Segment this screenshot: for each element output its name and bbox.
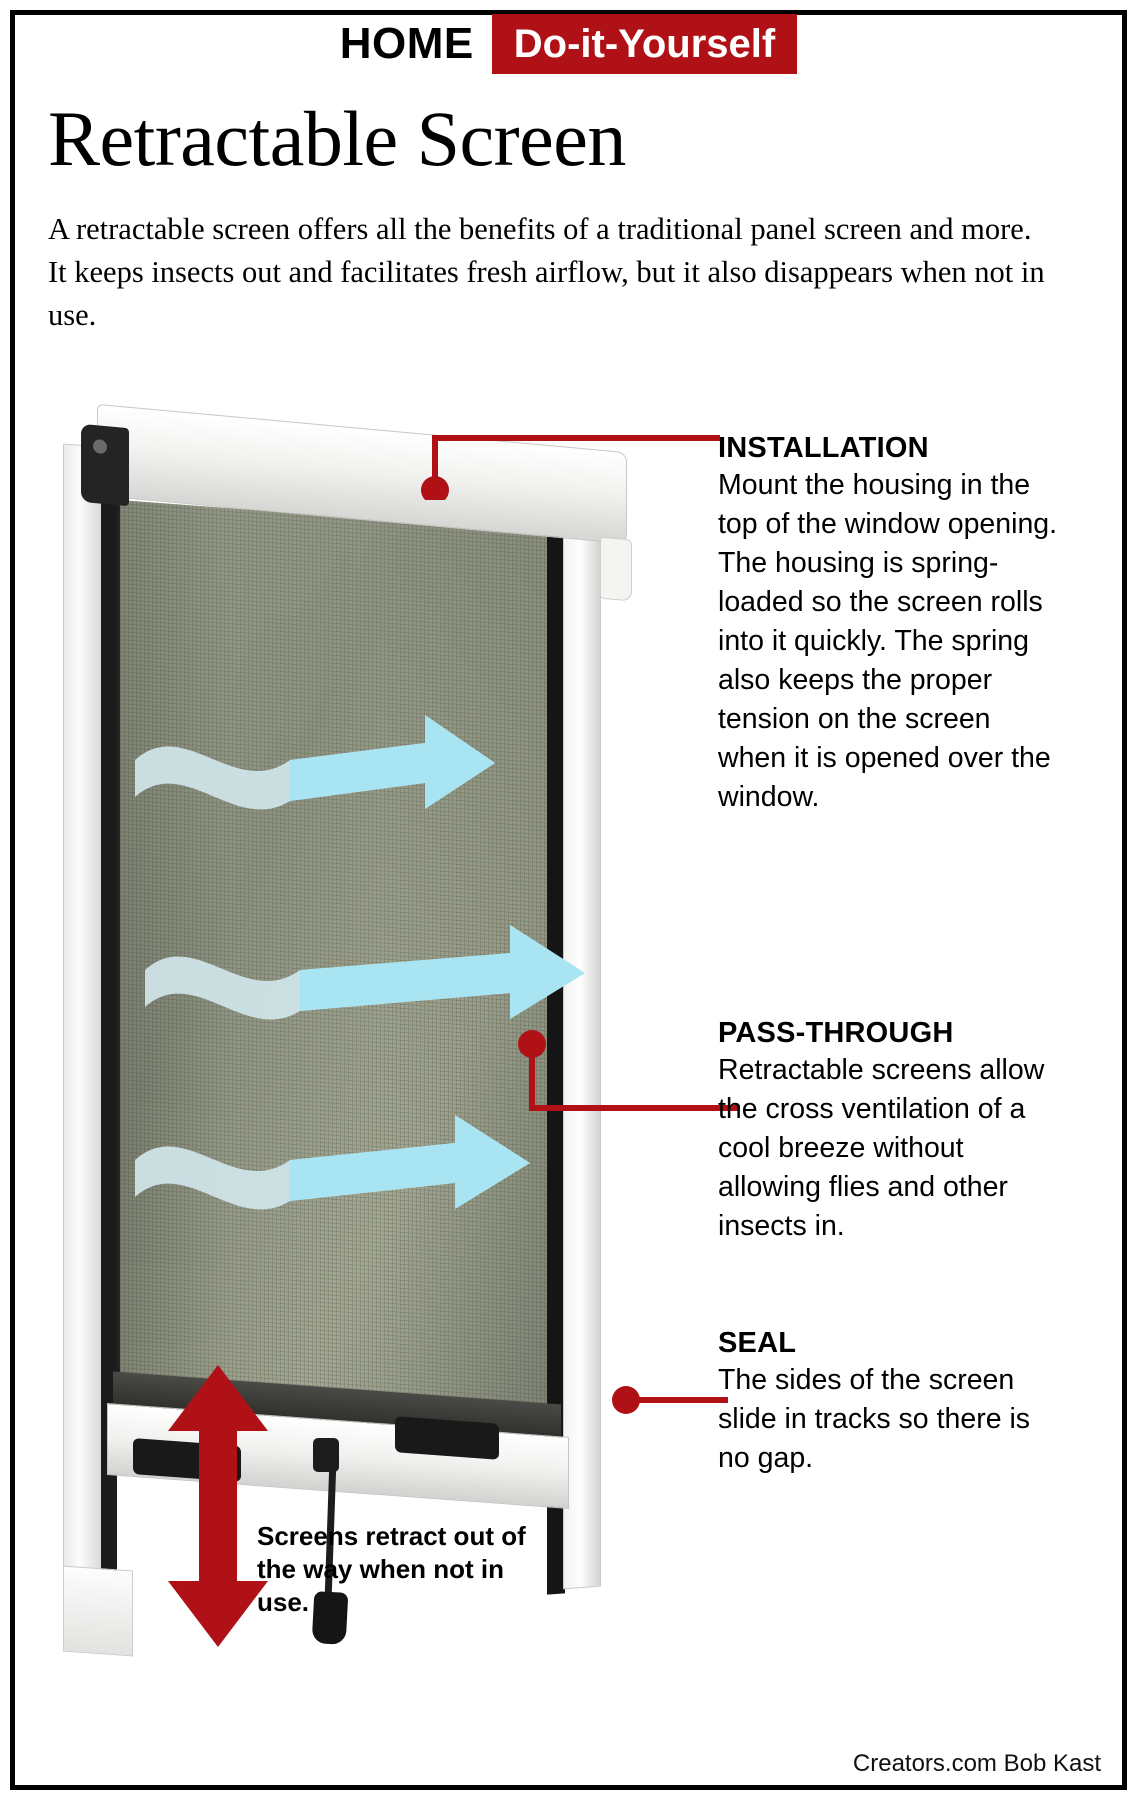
header-badge: Do-it-Yourself	[492, 14, 797, 74]
callout-pass-through-body: Retractable screens allow the cross ventilation of a cool breeze without allowing flies and other insects in.	[718, 1054, 1045, 1242]
callout-pass-through-heading: PASS-THROUGH	[718, 1017, 954, 1049]
leader-line-seal	[608, 1380, 728, 1420]
callout-dot-icon	[518, 1030, 546, 1058]
housing-end-cap-left	[81, 424, 129, 506]
header-category: HOME	[339, 19, 474, 68]
page-title: Retractable Screen	[48, 95, 626, 182]
credit-line: Creators.com Bob Kast	[852, 1750, 1101, 1777]
callout-installation-body: Mount the housing in the top of the window opening. The housing is spring-loaded so the screen rolls into it quickly. The spring also keeps the proper tension on the screen when it is opened over the window.	[718, 469, 1058, 813]
callout-seal-heading: SEAL	[718, 1327, 797, 1359]
rail-handle-right	[395, 1416, 499, 1460]
callout-seal-body: The sides of the screen slide in tracks so there is no gap.	[718, 1364, 1031, 1474]
leader-line-passthrough	[500, 1020, 740, 1130]
callout-dot-icon	[612, 1386, 640, 1414]
callout-installation	[718, 430, 1058, 817]
callout-dot-icon	[421, 476, 449, 500]
window-sill	[63, 1566, 133, 1657]
housing-mount-hole	[93, 439, 107, 454]
housing-end-cap-right	[600, 537, 632, 602]
leader-line-installation	[400, 420, 720, 500]
callout-installation-heading: INSTALLATION	[718, 432, 929, 464]
callout-seal	[718, 1325, 1058, 1478]
callout-pass-through	[718, 1015, 1058, 1246]
intro-paragraph: A retractable screen offers all the benefits of a traditional panel screen and more. It keeps insects out and facilitates fresh airflow, but it also disappears when not in use.	[48, 212, 1045, 332]
window-frame-left	[63, 444, 103, 1577]
airflow-arrow-icon	[125, 705, 645, 1265]
retract-caption: Screens retract out of the way when not in use.	[257, 1521, 526, 1617]
header	[0, 14, 1137, 74]
